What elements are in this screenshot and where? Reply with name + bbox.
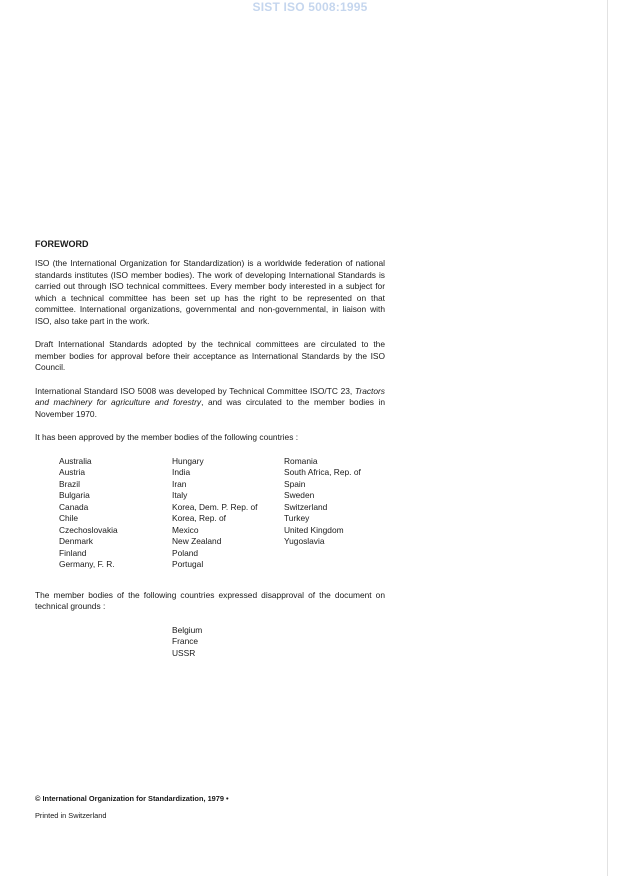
approved-intro: It has been approved by the member bodies of the following countries : <box>35 432 299 442</box>
country-name: Australia <box>59 455 92 466</box>
country-name: Korea, Dem. P. Rep. of <box>172 501 258 512</box>
watermark: SIST ISO 5008:1995 <box>252 0 368 14</box>
country-name: Bulgaria <box>59 490 90 500</box>
country-name: South Africa, Rep. of <box>284 467 361 477</box>
country-name: Romania <box>284 455 318 466</box>
country-name: Poland <box>172 547 199 558</box>
approved-countries-column-2 <box>172 456 258 571</box>
country-name: New Zealand <box>172 536 222 546</box>
country-name: Chile <box>59 513 79 523</box>
country-name: Belgium <box>172 624 203 635</box>
country-name: Germany, F. R. <box>59 559 115 569</box>
country-name: Finland <box>59 547 87 558</box>
country-name: Brazil <box>59 478 80 489</box>
country-name: Denmark <box>59 536 93 546</box>
country-name: United Kingdom <box>284 524 344 535</box>
foreword-paragraph-iso-5008 <box>35 386 385 421</box>
committee-title: Tractors and machinery for agriculture and forestry <box>35 385 385 407</box>
country-name: Czechoslovakia <box>59 524 118 535</box>
country-name: Italy <box>172 490 188 500</box>
country-name: Yugoslavia <box>284 536 325 546</box>
para3-text-end: , and was circulated to the member bodies in November 1970. <box>35 397 385 419</box>
page-edge-rule <box>607 0 608 876</box>
country-name: Austria <box>59 467 86 477</box>
copyright-notice: © International Organization for Standardization, 1979 • <box>35 794 229 803</box>
country-name: Sweden <box>284 490 315 500</box>
foreword-heading: FOREWORD <box>35 239 89 249</box>
foreword-section <box>35 238 385 659</box>
foreword-paragraph-drafts: Draft International Standards adopted by the technical committees are circulated to the member bodies for approval before their acceptance as International Standards by the ISO Council. <box>35 339 385 372</box>
disapproval-countries-list <box>172 625 385 660</box>
country-name: USSR <box>172 647 196 658</box>
country-name: Canada <box>59 501 89 512</box>
printed-location: Printed in Switzerland <box>35 811 107 820</box>
country-name: Portugal <box>172 559 204 569</box>
country-name: India <box>172 467 191 477</box>
country-name: Spain <box>284 478 306 489</box>
country-name: Iran <box>172 478 187 489</box>
approved-countries-column-1 <box>59 456 118 571</box>
country-name: Switzerland <box>284 501 328 512</box>
para3-text-start: International Standard ISO 5008 was developed by Technical Committee ISO/TC 23, <box>35 385 355 396</box>
country-name: Korea, Rep. of <box>172 513 227 523</box>
approved-countries-list <box>35 456 385 574</box>
country-name: Hungary <box>172 455 204 466</box>
country-name: Turkey <box>284 513 310 523</box>
country-name: Mexico <box>172 524 199 535</box>
approved-countries-column-3 <box>284 456 361 548</box>
country-name: France <box>172 636 199 646</box>
disapproval-intro: The member bodies of the following countries expressed disapproval of the document on technical grounds : <box>35 589 385 611</box>
foreword-paragraph-iso: ISO (the International Organization for Standardization) is a worldwide federation of national standards institutes (ISO member bodies). The work of developing International Standards is carried out through ISO technical committees. Every member body interested in a subject for which a technical committee has been set up has the right to be represented on that committee. International organizations, governmental and non-governmental, in liaison with ISO, also take part in the work. <box>35 258 385 326</box>
